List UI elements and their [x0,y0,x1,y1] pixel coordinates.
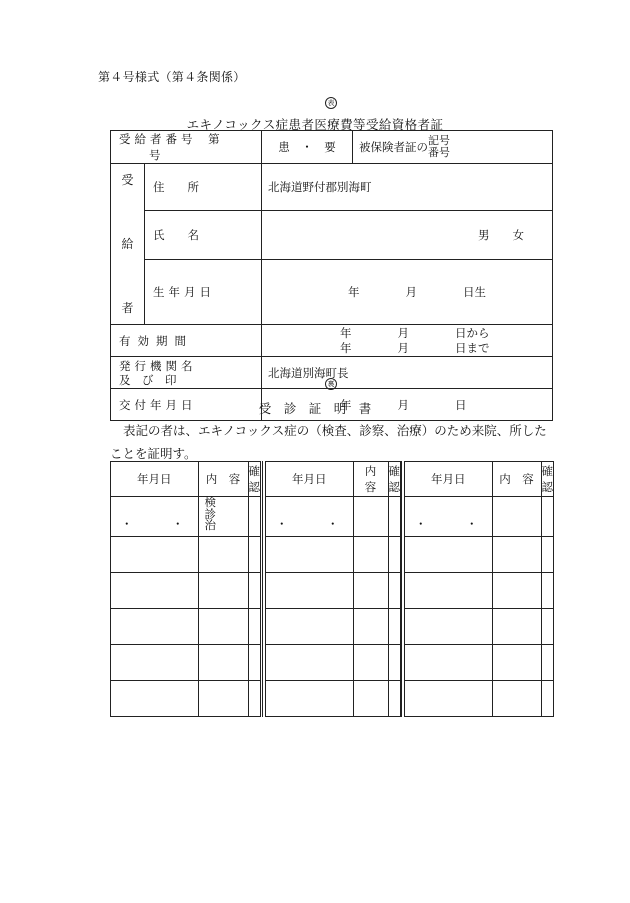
go-label: 号 [149,148,161,162]
header-date: 年月日 [111,462,199,497]
front-mark: 表 [325,97,337,109]
issuer-label-2: 及 び 印 [119,372,177,387]
validity-from: 年 月 日から [340,325,490,340]
visit-panel-3 [401,461,554,717]
name-label: 氏 名 [145,211,262,260]
row-recipient-number [111,131,553,164]
address-value: 北海道野付郡別海町 [262,164,553,211]
issue-date-value: 年 月 日 [262,389,553,421]
header-confirm: 確認 [541,462,554,497]
certificate-title: エキノコックス症患者医療費等受給資格者証 [186,117,444,132]
back-mark: 裏 [325,378,337,390]
visit-panel-2 [262,461,401,717]
header-content: 内 容 [198,462,248,497]
visit-panel-1 [110,461,261,717]
kan-yo-cell: 患 ・ 要 [262,131,353,164]
kigou-label: 記号 [428,134,450,147]
form-number: 第４号様式（第４条関係） [98,70,246,84]
sex-options: 男 女 [262,211,553,260]
dob-label: 生年月日 [145,260,262,325]
header-content: 内 容 [353,462,388,497]
validity-label: 有効期間 [111,325,262,357]
issuer-value: 北海道別海町長 [262,357,553,389]
dob-value: 年 月 日生 [262,260,553,325]
header-content: 内 容 [492,462,541,497]
address-label: 住 所 [145,164,262,211]
vert-char-1: 受 [121,173,134,187]
vert-char-3: 者 [121,301,134,315]
header-date: 年月日 [405,462,493,497]
issuer-label-1: 発行機関名 [119,358,197,373]
header-date: 年月日 [266,462,354,497]
recipient-number-cell [111,131,262,164]
bangou-label: 番号 [428,146,450,159]
issue-date-label: 交付年月日 [111,389,262,421]
validity-to: 年 月 日まで [340,340,490,355]
validity-cell [262,325,553,357]
header-confirm: 確認 [248,462,261,497]
visit-certificate-title: 受 診 証 明 書 [258,401,372,416]
certificate-statement: 表記の者は、エキノコックス症の（検査、診察、治療）のため来院、所したことを証明す。 [110,423,547,461]
date-dots: ・ ・ [266,497,354,537]
date-dots: ・ ・ [111,497,199,537]
vert-char-2: 給 [121,237,134,251]
insured-card-cell [353,131,553,164]
date-dots: ・ ・ [405,497,493,537]
dai-label: 第 [208,132,220,146]
issuer-label [111,357,262,389]
visit-kinds: 検 診 治 [198,497,248,537]
header-confirm: 確認 [388,462,401,497]
insured-card-label: 被保険者証の [359,140,428,154]
recipient-vertical-label [111,164,145,325]
recipient-number-label: 受給者番号 [119,132,197,146]
